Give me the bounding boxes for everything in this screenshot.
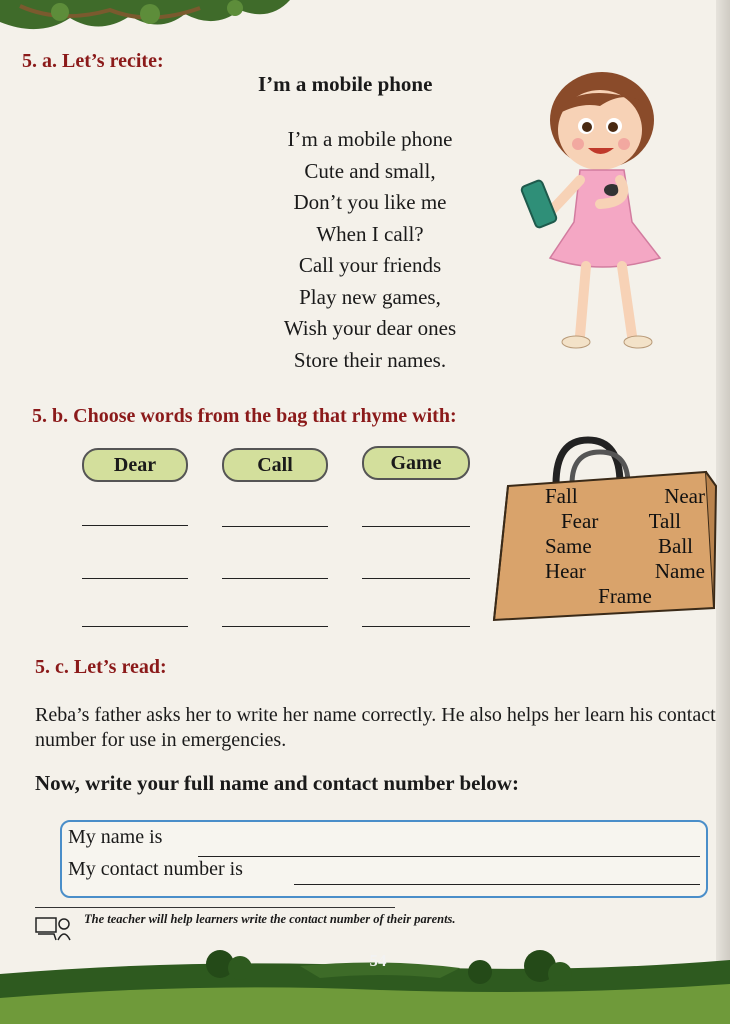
answer-blank[interactable]	[362, 626, 470, 627]
bag-word: Ball	[658, 534, 693, 558]
section-c-heading: 5. c. Let’s read:	[35, 656, 167, 678]
page-number: 54	[369, 951, 387, 970]
bag-word: Near	[664, 484, 705, 508]
bag-word-list	[545, 484, 705, 609]
poem-line: Store their names.	[293, 347, 447, 372]
bag-word: Fear	[561, 509, 599, 533]
name-label: My name is	[68, 826, 163, 848]
contact-number-label: My contact number is	[68, 858, 243, 880]
rhyme-target-dear: Dear	[82, 448, 188, 482]
bag-word: Hear	[545, 559, 586, 583]
contact-number-write-line[interactable]	[294, 884, 700, 885]
bag-word: Frame	[598, 584, 652, 608]
rhyme-target-game: Game	[362, 446, 470, 480]
name-write-line[interactable]	[198, 856, 700, 857]
answer-blank[interactable]	[362, 526, 470, 527]
poem-line: I’m a mobile phone	[287, 127, 453, 151]
answer-blank[interactable]	[222, 578, 328, 579]
answer-blank[interactable]	[82, 578, 188, 579]
poem-line: Call your friends	[298, 253, 442, 277]
note-divider	[35, 907, 395, 908]
poem-line: Don’t you like me	[293, 190, 447, 214]
answer-blank[interactable]	[222, 526, 328, 527]
girl-with-phone-illustration	[520, 62, 700, 362]
poem-line: Play new games,	[299, 284, 441, 309]
rhyme-target-call: Call	[222, 448, 328, 482]
poem	[240, 124, 500, 376]
section-b-heading: 5. b. Choose words from the bag that rhyme with:	[32, 405, 457, 427]
bag-word: Same	[545, 534, 592, 558]
name-contact-form	[60, 820, 708, 898]
poem-line: When I call?	[316, 221, 424, 246]
bag-word: Tall	[648, 509, 681, 533]
poem-title: I’m a mobile phone	[258, 72, 433, 96]
reading-paragraph: Reba’s father asks her to write her name correctly. He also helps her learn his contact number for use in emergencies.	[35, 704, 716, 751]
answer-blank[interactable]	[222, 626, 328, 627]
answer-blank[interactable]	[82, 525, 188, 526]
teacher-note: The teacher will help learners write the contact number of their parents.	[84, 912, 456, 926]
bag-word: Fall	[545, 484, 578, 508]
write-instruction: Now, write your full name and contact number below:	[35, 771, 519, 795]
foliage-decoration	[0, 0, 290, 40]
section-a-heading: 5. a. Let’s recite:	[22, 50, 164, 72]
bag-word: Name	[654, 559, 705, 583]
page-edge	[716, 0, 730, 1024]
poem-line: Wish your dear ones	[283, 316, 457, 340]
answer-blank[interactable]	[362, 578, 470, 579]
answer-blank[interactable]	[82, 626, 188, 627]
poem-line: Cute and small,	[304, 158, 436, 183]
